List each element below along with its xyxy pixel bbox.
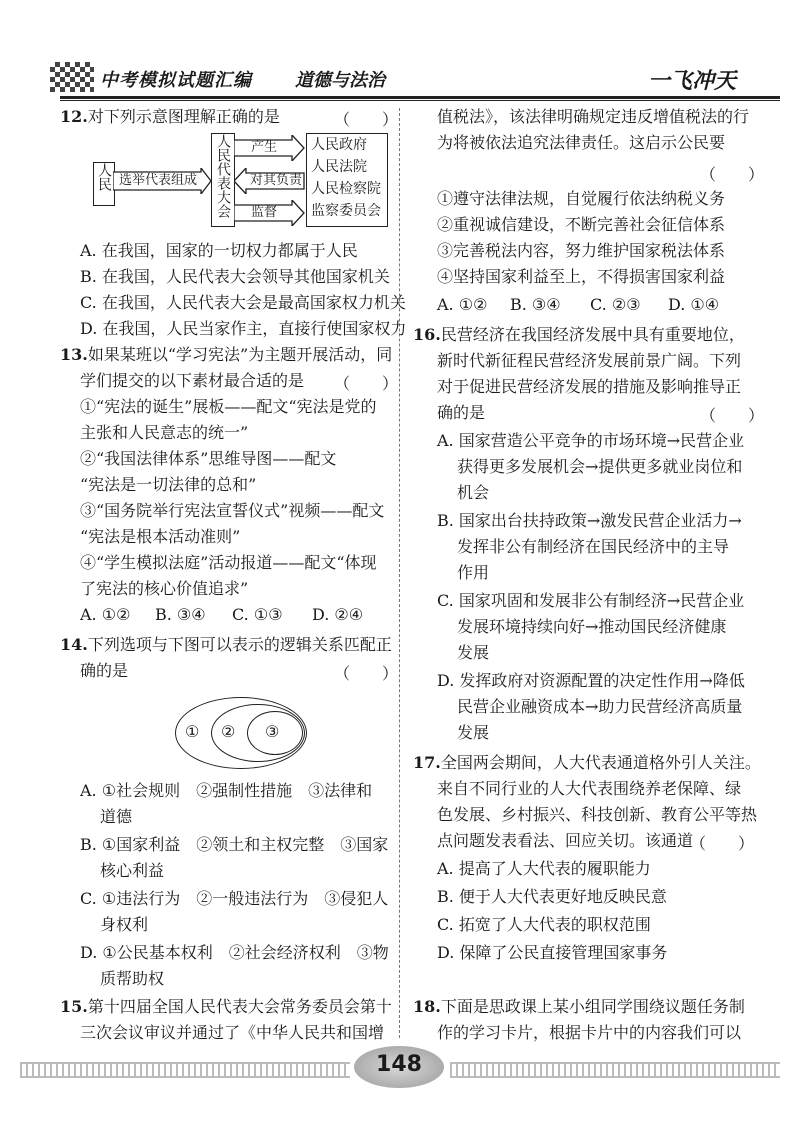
header-rule xyxy=(60,96,780,99)
question-text: 作的学习卡片，根据卡片中的内容我们可以 xyxy=(437,1023,742,1042)
option: B. 在我国，人民代表大会领导其他国家机关 xyxy=(80,267,390,286)
option-cont: 发挥非公有制经济在国民经济中的主导 xyxy=(457,537,730,556)
answer-paren: （ ） xyxy=(334,374,399,393)
option: D. ①④ xyxy=(668,295,720,314)
option: A. 在我国，国家的一切权力都属于人民 xyxy=(80,241,358,260)
question-number: 12. xyxy=(60,107,88,126)
question-13-stem xyxy=(60,346,392,364)
item: “宪法是根本活动准则” xyxy=(80,527,241,546)
item: ①“宪法的诞生”展板——配文“宪法是党的 xyxy=(80,397,377,416)
option: C. ①③ xyxy=(232,605,283,624)
venn-label-2: ② xyxy=(221,722,236,741)
option: D. ①公民基本权利 ②社会经济权利 ③物 xyxy=(80,943,389,962)
question-text: 点问题发表看法、回应关切。该通道 xyxy=(437,831,694,850)
option-cont: 发展环境持续向好→推动国民经济健康 xyxy=(457,617,727,636)
question-text: 三次会议审议并通过了《中华人民共和国增 xyxy=(80,1023,385,1042)
question-number: 16. xyxy=(413,325,441,344)
responsible-label: 对其负责 xyxy=(249,173,302,188)
option: C. ②③ xyxy=(590,295,641,314)
question-12-stem xyxy=(60,108,280,126)
option: C. 在我国，人民代表大会是最高国家权力机关 xyxy=(80,293,406,312)
question-text: 确的是 xyxy=(80,661,129,680)
option: A. 提高了人大代表的履职能力 xyxy=(437,859,651,878)
option: B. ③④ xyxy=(510,295,561,314)
item: ④坚持国家利益至上，不得损害国家利益 xyxy=(437,267,726,286)
option-cont: 民营企业融资成本→助力民营经济高质量 xyxy=(457,697,743,716)
item: ③“国务院举行宪法宣誓仪式”视频——配文 xyxy=(80,501,385,520)
footer-border-left xyxy=(20,1062,350,1078)
question-number: 14. xyxy=(60,635,88,654)
option: A. ①社会规则 ②强制性措施 ③法律和 xyxy=(80,781,373,800)
answer-paren: （ ） xyxy=(334,664,399,683)
produce-label: 产生 xyxy=(250,140,277,155)
npc-label: 人民代表大会 xyxy=(215,134,231,218)
option-cont: 核心利益 xyxy=(100,861,165,880)
subject-title: 道德与法治 xyxy=(295,70,385,91)
question-16-stem xyxy=(413,326,745,344)
answer-paren: （ ） xyxy=(690,834,755,853)
option-cont: 道德 xyxy=(100,807,133,826)
question-text: 确的是 xyxy=(437,403,486,422)
people-box xyxy=(93,162,115,206)
option-cont: 发展 xyxy=(457,643,490,662)
org-supervision: 监察委员会 xyxy=(311,203,381,219)
option-cont: 机会 xyxy=(457,483,490,502)
venn-label-3: ③ xyxy=(265,722,280,741)
question-text: 学们提交的以下素材最合适的是 xyxy=(80,371,305,390)
item: 主张和人民意志的统一” xyxy=(80,423,249,442)
question-text: 全国两会期间，人大代表通道格外引人关注。 xyxy=(440,753,761,772)
people-label: 人民 xyxy=(96,163,112,191)
question-text: 新时代新征程民营经济发展前景广阔。下列 xyxy=(437,351,742,370)
page-number: 148 xyxy=(376,1052,422,1077)
option: B. 便于人大代表更好地反映民意 xyxy=(437,887,667,906)
question-text: 对下列示意图理解正确的是 xyxy=(87,107,280,126)
footer-border-right xyxy=(450,1062,780,1078)
answer-paren: （ ） xyxy=(334,110,399,129)
question-text: 民营经济在我国经济发展中具有重要地位， xyxy=(440,325,745,344)
option: D. 在我国，人民当家作主，直接行使国家权力 xyxy=(80,319,407,338)
book-title: 中考模拟试题汇编 xyxy=(100,70,252,91)
item: ③完善税法内容，努力维护国家税法体系 xyxy=(437,241,726,260)
question-number: 15. xyxy=(60,997,88,1016)
venn-label-1: ① xyxy=(185,722,200,741)
question-text: 对于促进民营经济发展的措施及影响推导正 xyxy=(437,377,742,396)
question-number: 17. xyxy=(413,753,441,772)
option-cont: 获得更多发展机会→提供更多就业岗位和 xyxy=(457,457,743,476)
question-text: 如果某班以“学习宪法”为主题开展活动，同 xyxy=(87,345,393,364)
question-14-stem xyxy=(60,636,392,654)
question-text: 第十四届全国人民代表大会常务委员会第十 xyxy=(87,997,392,1016)
option: D. ②④ xyxy=(312,605,364,624)
item: ④“学生模拟法庭”活动报道——配文“体现 xyxy=(80,553,377,572)
item: ①遵守法律法规，自觉履行依法纳税义务 xyxy=(437,189,726,208)
state-organs-box xyxy=(306,133,388,227)
option-cont: 质帮助权 xyxy=(100,969,165,988)
question-text: 下面是思政课上某小组同学围绕议题任务制 xyxy=(440,997,745,1016)
question-text: 值税法》，该法律明确规定违反增值税法的行 xyxy=(437,107,750,126)
option: C. ①违法行为 ②一般违法行为 ③侵犯人 xyxy=(80,889,389,908)
question-text: 色发展、乡村振兴、科技创新、教育公平等热 xyxy=(437,805,758,824)
question-number: 18. xyxy=(413,997,441,1016)
elect-label: 选举代表组成 xyxy=(118,173,197,188)
page-header xyxy=(0,52,800,102)
npc-box xyxy=(211,133,235,227)
org-court: 人民法院 xyxy=(311,159,367,175)
item: ②重视诚信建设，不断完善社会征信体系 xyxy=(437,215,726,234)
supervise-label: 监督 xyxy=(250,205,277,220)
org-government: 人民政府 xyxy=(311,137,367,153)
option: D. 发挥政府对资源配置的决定性作用→降低 xyxy=(437,671,745,690)
option-cont: 身权利 xyxy=(100,915,149,934)
option: B. 国家出台扶持政策→激发民营企业活力→ xyxy=(437,511,742,530)
option: B. ①国家利益 ②领土和主权完整 ③国家 xyxy=(80,835,389,854)
option: B. ③④ xyxy=(155,605,206,624)
header-logo-pattern xyxy=(50,62,94,92)
question-number: 13. xyxy=(60,345,88,364)
item: 了宪法的核心价值追求” xyxy=(80,579,249,598)
org-procuratorate: 人民检察院 xyxy=(311,181,381,197)
answer-paren: （ ） xyxy=(700,165,765,184)
question-text: 来自不同行业的人大代表围绕养老保障、绿 xyxy=(437,779,742,798)
option: C. 拓宽了人大代表的职权范围 xyxy=(437,915,651,934)
question-text: 为将被依法追究法律责任。这启示公民要 xyxy=(437,133,726,152)
option: C. 国家巩固和发展非公有制经济→民营企业 xyxy=(437,591,745,610)
item: “宪法是一切法律的总和” xyxy=(80,475,257,494)
question-18-stem xyxy=(413,998,745,1016)
question-17-stem xyxy=(413,754,761,772)
item: ②“我国法律体系”思维导图——配文 xyxy=(80,449,337,468)
answer-paren: （ ） xyxy=(700,406,765,425)
option: A. ①② xyxy=(437,295,488,314)
option: A. 国家营造公平竞争的市场环境→民营企业 xyxy=(437,431,745,450)
option-cont: 作用 xyxy=(457,563,490,582)
question-15-stem xyxy=(60,998,392,1016)
option: A. ①② xyxy=(80,605,131,624)
option-cont: 发展 xyxy=(457,723,490,742)
column-divider xyxy=(399,108,400,1038)
header-rule-thin xyxy=(60,100,780,101)
question-text: 下列选项与下图可以表示的逻辑关系匹配正 xyxy=(87,635,392,654)
option: D. 保障了公民直接管理国家事务 xyxy=(437,943,668,962)
brand-logo: 一飞冲天 xyxy=(648,68,737,94)
